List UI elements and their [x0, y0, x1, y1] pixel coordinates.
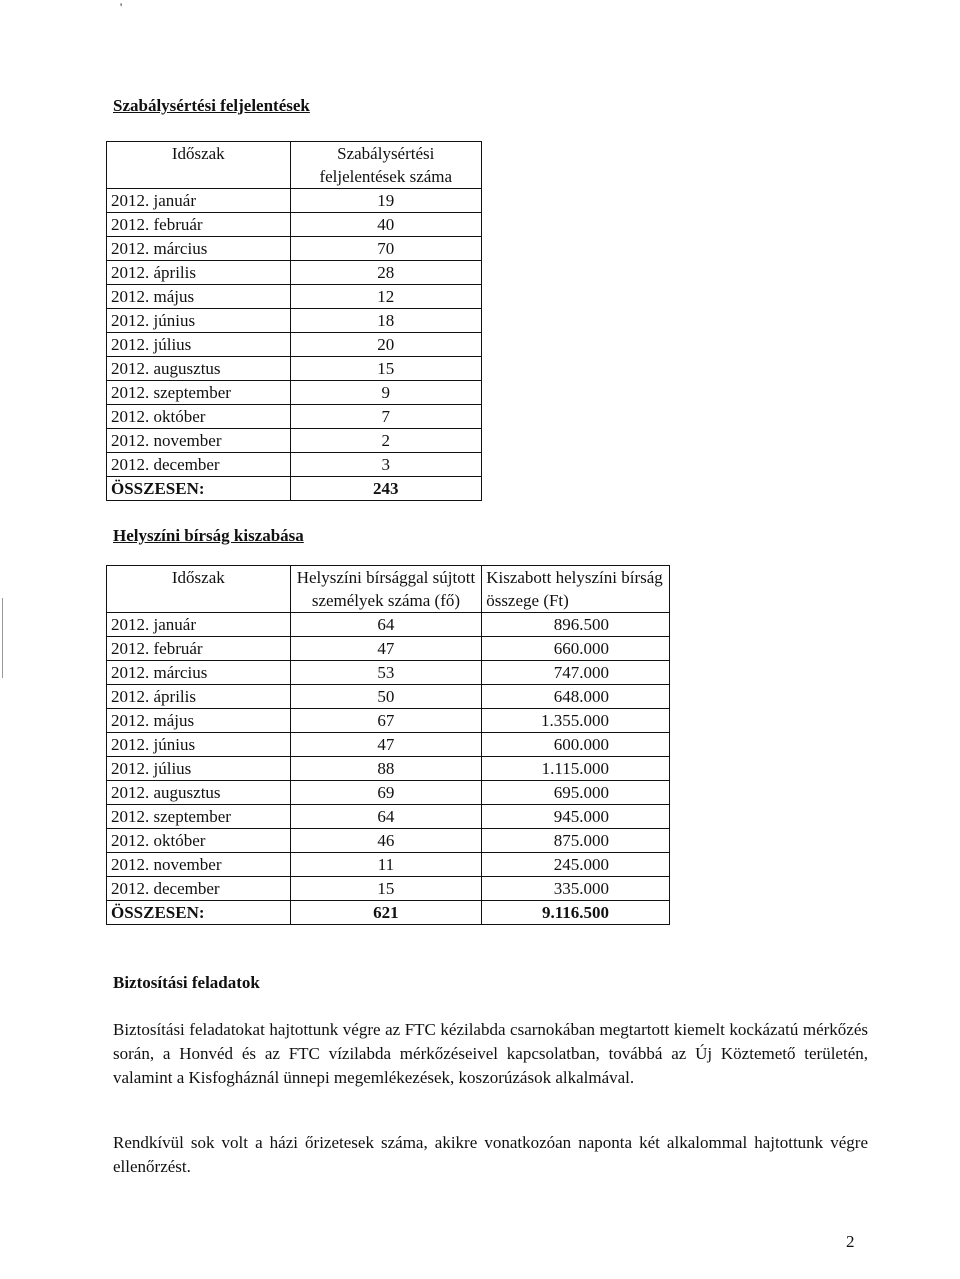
table-row: [107, 613, 670, 637]
amount-cell: 335.000: [482, 877, 670, 901]
count-cell: 20: [290, 333, 482, 357]
amount-cell: 1.355.000: [482, 709, 670, 733]
column-header-period: Időszak: [107, 142, 291, 189]
page-number: 2: [846, 1232, 855, 1251]
period-cell: 2012. március: [107, 661, 291, 685]
count-cell: 28: [290, 261, 482, 285]
total-row: [107, 477, 482, 501]
security-section-title: Biztosítási feladatok: [113, 973, 260, 992]
column-header-period: Időszak: [107, 566, 291, 613]
period-cell: 2012. február: [107, 213, 291, 237]
count-cell: 47: [290, 733, 482, 757]
table-row: [107, 357, 482, 381]
column-header-report-count: Szabálysértési feljelentések száma: [290, 142, 482, 189]
table-row: [107, 805, 670, 829]
period-cell: 2012. március: [107, 237, 291, 261]
reports-table: [106, 141, 482, 501]
table-row: [107, 637, 670, 661]
table-row: [107, 709, 670, 733]
table-row: [107, 381, 482, 405]
period-cell: 2012. február: [107, 637, 291, 661]
amount-cell: 896.500: [482, 613, 670, 637]
paragraph-security-tasks: Biztosítási feladatokat hajtottunk végre az FTC kézilabda csarnokában megtartott kiemelt kockázatú mérkőzés során, a Honvéd és az FTC vízilabda mérkőzéseivel kapcsolatban, továbbá az Új Köztemető területén, valamint a Kisfogháznál ünnepi megemlékezések, koszorúzások alkalmával.: [113, 1020, 868, 1087]
table-row: [107, 829, 670, 853]
fines-section-title: Helyszíni bírság kiszabása: [113, 526, 304, 545]
fines-table: [106, 565, 670, 925]
period-cell: 2012. december: [107, 453, 291, 477]
table-row: [107, 733, 670, 757]
table-row: [107, 685, 670, 709]
count-cell: 46: [290, 829, 482, 853]
count-cell: 19: [290, 189, 482, 213]
count-cell: 2: [290, 429, 482, 453]
table-row: [107, 309, 482, 333]
amount-cell: 1.115.000: [482, 757, 670, 781]
column-header-fine-amount: Kiszabott helyszíni bírság összege (Ft): [482, 566, 670, 613]
period-cell: 2012. május: [107, 285, 291, 309]
count-cell: 15: [290, 877, 482, 901]
count-cell: 47: [290, 637, 482, 661]
count-cell: 70: [290, 237, 482, 261]
amount-cell: 245.000: [482, 853, 670, 877]
period-cell: 2012. október: [107, 829, 291, 853]
count-cell: 7: [290, 405, 482, 429]
count-cell: 15: [290, 357, 482, 381]
amount-cell: 695.000: [482, 781, 670, 805]
table-row: [107, 213, 482, 237]
count-cell: 53: [290, 661, 482, 685]
amount-cell: 660.000: [482, 637, 670, 661]
amount-cell: 747.000: [482, 661, 670, 685]
paragraph-house-arrest: Rendkívül sok volt a házi őrizetesek száma, akikre vonatkozóan naponta két alkalommal hajtottunk végre ellenőrzést.: [113, 1133, 868, 1176]
total-row: [107, 901, 670, 925]
count-cell: 67: [290, 709, 482, 733]
column-header-fined-persons: Helyszíni bírsággal sújtott személyek száma (fő): [290, 566, 482, 613]
count-cell: 64: [290, 805, 482, 829]
period-cell: 2012. június: [107, 733, 291, 757]
table-row: [107, 661, 670, 685]
period-cell: 2012. augusztus: [107, 781, 291, 805]
period-cell: 2012. augusztus: [107, 357, 291, 381]
period-cell: 2012. szeptember: [107, 805, 291, 829]
table-header-row: [107, 142, 482, 189]
period-cell: 2012. május: [107, 709, 291, 733]
amount-cell: 600.000: [482, 733, 670, 757]
table-row: [107, 877, 670, 901]
table-row: [107, 453, 482, 477]
amount-cell: 648.000: [482, 685, 670, 709]
count-cell: 11: [290, 853, 482, 877]
period-cell: 2012. június: [107, 309, 291, 333]
count-cell: 243: [290, 477, 482, 501]
period-cell: 2012. november: [107, 429, 291, 453]
period-cell: 2012. április: [107, 261, 291, 285]
count-cell: 12: [290, 285, 482, 309]
period-cell: 2012. január: [107, 613, 291, 637]
amount-cell: 875.000: [482, 829, 670, 853]
table-row: [107, 757, 670, 781]
period-cell: 2012. január: [107, 189, 291, 213]
table-row: [107, 237, 482, 261]
count-cell: 9: [290, 381, 482, 405]
table-row: [107, 853, 670, 877]
count-cell: 40: [290, 213, 482, 237]
scan-mark: ': [120, 0, 123, 14]
count-cell: 64: [290, 613, 482, 637]
period-cell: 2012. október: [107, 405, 291, 429]
count-cell: 18: [290, 309, 482, 333]
table-row: [107, 261, 482, 285]
period-cell: 2012. július: [107, 333, 291, 357]
period-cell: 2012. november: [107, 853, 291, 877]
period-cell: ÖSSZESEN:: [107, 901, 291, 925]
amount-cell: 9.116.500: [482, 901, 670, 925]
period-cell: ÖSSZESEN:: [107, 477, 291, 501]
scan-edge-line: [2, 598, 3, 678]
table-row: [107, 285, 482, 309]
reports-section-title: Szabálysértési feljelentések: [113, 96, 310, 115]
table-row: [107, 781, 670, 805]
table-row: [107, 405, 482, 429]
amount-cell: 945.000: [482, 805, 670, 829]
table-row: [107, 189, 482, 213]
period-cell: 2012. július: [107, 757, 291, 781]
count-cell: 621: [290, 901, 482, 925]
period-cell: 2012. április: [107, 685, 291, 709]
table-header-row: [107, 566, 670, 613]
table-row: [107, 333, 482, 357]
period-cell: 2012. december: [107, 877, 291, 901]
count-cell: 3: [290, 453, 482, 477]
period-cell: 2012. szeptember: [107, 381, 291, 405]
table-row: [107, 429, 482, 453]
count-cell: 69: [290, 781, 482, 805]
count-cell: 50: [290, 685, 482, 709]
count-cell: 88: [290, 757, 482, 781]
